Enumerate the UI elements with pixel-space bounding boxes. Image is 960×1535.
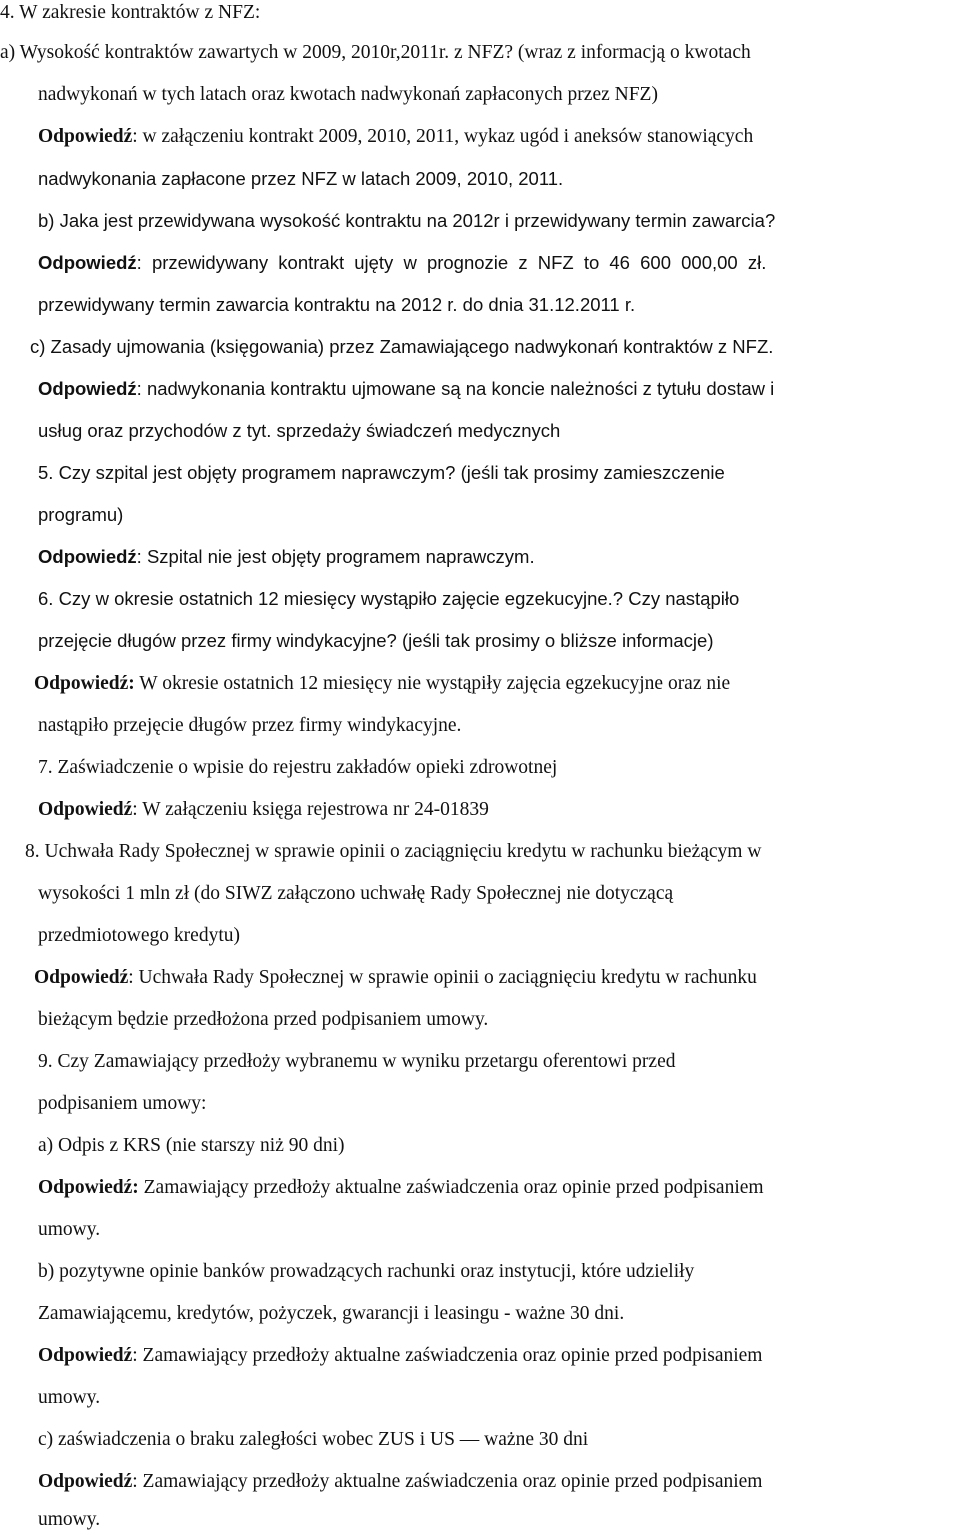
text-line: umowy. [38, 1219, 101, 1240]
text-line: 6. Czy w okresie ostatnich 12 miesięcy wystąpiło zajęcie egzekucyjne.? Czy nastąpiło [38, 588, 740, 609]
text-line: umowy. [38, 1387, 101, 1408]
answer-line: Odpowiedź: w załączeniu kontrakt 2009, 2010, 2011, wykaz ugód i aneksów stanowiących [38, 126, 754, 147]
text-line: c) Zasady ujmowania (księgowania) przez Zamawiającego nadwykonań kontraktów z NFZ. [30, 336, 774, 357]
text-line: wysokości 1 mln zł (do SIWZ załączono uchwałę Rady Społecznej nie dotyczącą [38, 883, 674, 904]
text-line: a) Odpis z KRS (nie starszy niż 90 dni) [38, 1135, 345, 1156]
text-line: nastąpiło przejęcie długów przez firmy windykacyjne. [38, 715, 462, 736]
answer-label: Odpowiedź: [38, 1177, 139, 1198]
answer-label: Odpowiedź [38, 1471, 133, 1492]
answer-label: Odpowiedź [38, 1345, 133, 1366]
answer-label: Odpowiedź [38, 126, 133, 147]
text-line: 5. Czy szpital jest objęty programem naprawczym? (jeśli tak prosimy zamieszczenie [38, 462, 725, 483]
text-line: 9. Czy Zamawiający przedłoży wybranemu w wyniku przetargu oferentowi przed [38, 1051, 676, 1072]
answer-label: Odpowiedź: [34, 673, 135, 694]
answer-label: Odpowiedź [34, 967, 129, 988]
text-line: 8. Uchwała Rady Społecznej w sprawie opinii o zaciągnięciu kredytu w rachunku bieżącym w [25, 841, 762, 862]
answer-label: Odpowiedź [38, 799, 133, 820]
text-line: 4. W zakresie kontraktów z NFZ: [0, 2, 261, 23]
text-line: przedmiotowego kredytu) [38, 925, 240, 946]
text-line: b) pozytywne opinie banków prowadzących rachunki oraz instytucji, które udzieliły [38, 1261, 695, 1282]
text-line: przewidywany termin zawarcia kontraktu na 2012 r. do dnia 31.12.2011 r. [38, 294, 636, 315]
text-line: nadwykonania zapłacone przez NFZ w latach 2009, 2010, 2011. [38, 168, 564, 189]
answer-line: Odpowiedź: Zamawiający przedłoży aktualne zaświadczenia oraz opinie przed podpisaniem [38, 1177, 764, 1198]
answer-line: Odpowiedź: Zamawiający przedłoży aktualne zaświadczenia oraz opinie przed podpisaniem [38, 1345, 763, 1366]
text-line: 7. Zaświadczenie o wpisie do rejestru zakładów opieki zdrowotnej [38, 757, 558, 778]
answer-line: Odpowiedź: przewidywany kontrakt ujęty w prognozie z NFZ to 46 600 000,00 zł. [38, 252, 767, 273]
text-line: b) Jaka jest przewidywana wysokość kontraktu na 2012r i przewidywany termin zawarcia? [38, 210, 776, 231]
answer-line: Odpowiedź: Uchwała Rady Społecznej w sprawie opinii o zaciągnięciu kredytu w rachunku [34, 967, 757, 988]
text-line: Zamawiającemu, kredytów, pożyczek, gwarancji i leasingu - ważne 30 dni. [38, 1303, 625, 1324]
answer-line: Odpowiedź: W załączeniu księga rejestrowa nr 24-01839 [38, 799, 489, 820]
text-line: przejęcie długów przez firmy windykacyjne? (jeśli tak prosimy o bliższe informacje) [38, 630, 714, 651]
answer-label: Odpowiedź [38, 252, 137, 273]
text-line: nadwykonań w tych latach oraz kwotach nadwykonań zapłaconych przez NFZ) [38, 84, 658, 105]
text-line: umowy. [38, 1509, 101, 1530]
answer-label: Odpowiedź [38, 546, 137, 567]
text-line: a) Wysokość kontraktów zawartych w 2009, 2010r,2011r. z NFZ? (wraz z informacją o kwotach [0, 42, 751, 63]
text-line: bieżącym będzie przedłożona przed podpisaniem umowy. [38, 1009, 489, 1030]
text-line: programu) [38, 504, 124, 525]
text-line: c) zaświadczenia o braku zaległości wobec ZUS i US — ważne 30 dni [38, 1429, 589, 1450]
answer-line: Odpowiedź: W okresie ostatnich 12 miesięcy nie wystąpiły zajęcia egzekucyjne oraz nie [34, 673, 731, 694]
answer-label: Odpowiedź [38, 378, 137, 399]
answer-line: Odpowiedź: nadwykonania kontraktu ujmowane są na koncie należności z tytułu dostaw i [38, 378, 775, 399]
text-line: podpisaniem umowy: [38, 1093, 207, 1114]
answer-line: Odpowiedź: Szpital nie jest objęty programem naprawczym. [38, 546, 535, 567]
text-line: usług oraz przychodów z tyt. sprzedaży świadczeń medycznych [38, 420, 561, 441]
answer-line: Odpowiedź: Zamawiający przedłoży aktualne zaświadczenia oraz opinie przed podpisaniem [38, 1471, 763, 1492]
